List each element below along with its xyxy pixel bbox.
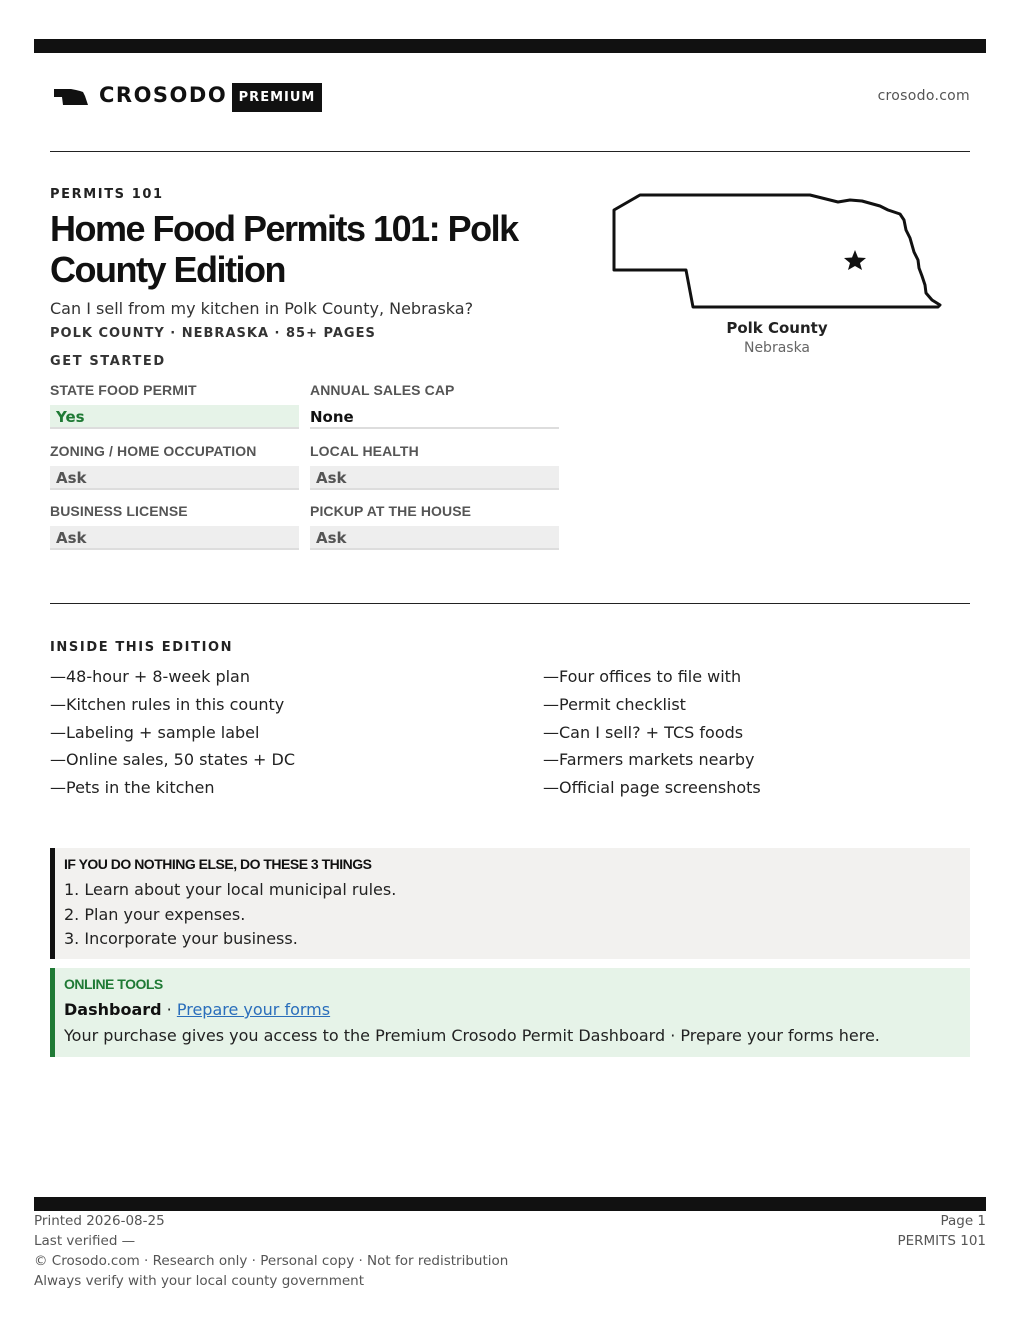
tools-description: Your purchase gives you access to the Premium Crosodo Permit Dashboard · Prepare your forms here. (64, 1026, 880, 1045)
callout-title: ONLINE TOOLS (64, 976, 163, 992)
toc-left (50, 665, 470, 804)
page-subtitle: Can I sell from my kitchen in Polk County, Nebraska? (50, 299, 474, 318)
callout-title: IF YOU DO NOTHING ELSE, DO THESE 3 THINGS (64, 856, 372, 872)
field-zoning (50, 443, 299, 490)
top-bar (34, 39, 986, 53)
field-pickup (310, 503, 559, 550)
field-label: ZONING / HOME OCCUPATION (50, 443, 257, 459)
field-value: Ask (310, 526, 559, 550)
prepare-forms-link[interactable]: Prepare your forms (176, 1000, 331, 1019)
get-started-heading: GET STARTED (50, 354, 166, 369)
printed-date: Printed 2026-08-25 (34, 1213, 165, 1229)
site-url[interactable]: crosodo.com (877, 88, 970, 104)
nebraska-outline-icon (610, 190, 944, 312)
list-item: —Permit checklist (543, 694, 686, 714)
tip-item: 3. Incorporate your business. (64, 929, 298, 948)
list-item: —Online sales, 50 states + DC (50, 750, 296, 770)
inside-edition-heading: INSIDE THIS EDITION (50, 640, 234, 655)
dashboard-label: Dashboard (64, 1000, 162, 1019)
section-eyebrow: PERMITS 101 (50, 187, 164, 202)
list-item: —Kitchen rules in this county (50, 694, 285, 714)
state-map (610, 190, 944, 360)
field-label: LOCAL HEALTH (310, 443, 419, 459)
field-value: Ask (50, 466, 299, 490)
list-item: —Four offices to file with (543, 667, 742, 686)
field-value: Ask (310, 466, 559, 490)
field-annual-sales-cap (310, 382, 559, 429)
field-local-health (310, 443, 559, 490)
section-divider (50, 603, 970, 604)
map-state-label: Nebraska (743, 340, 811, 356)
online-tools-callout (50, 968, 970, 1057)
copyright: © Crosodo.com · Research only · Personal copy · Not for redistribution (34, 1253, 509, 1269)
map-county-label: Polk County (726, 319, 828, 337)
tip-item: 2. Plan your expenses. (64, 905, 246, 924)
header (50, 80, 970, 114)
field-label: BUSINESS LICENSE (50, 503, 188, 519)
brand-name: CROSODO (99, 83, 228, 107)
list-item: —Pets in the kitchen (50, 778, 215, 798)
page-title: Home Food Permits 101: Polk County Edition (50, 208, 518, 290)
bottom-bar (34, 1197, 986, 1211)
header-divider (50, 151, 970, 152)
page-number: Page 1 (940, 1213, 986, 1229)
list-item: —48-hour + 8-week plan (50, 667, 250, 686)
edition-meta: POLK COUNTY · NEBRASKA · 85+ PAGES (50, 326, 376, 341)
field-value: Yes (50, 405, 299, 429)
footer-section: PERMITS 101 (897, 1233, 986, 1249)
verify-note: Always verify with your local county government (34, 1273, 364, 1289)
field-value: Ask (50, 526, 299, 550)
field-business-license (50, 503, 299, 550)
separator: · (161, 1000, 177, 1019)
list-item: —Farmers markets nearby (543, 750, 755, 770)
last-verified: Last verified — (34, 1233, 136, 1249)
dashboard-line (64, 1000, 330, 1019)
list-item: —Can I sell? + TCS foods (543, 722, 744, 742)
field-label: PICKUP AT THE HOUSE (310, 503, 472, 519)
list-item: —Official page screenshots (543, 778, 761, 798)
nebraska-logo-icon (54, 88, 88, 106)
tip-item: 1. Learn about your local municipal rules. (64, 880, 397, 899)
field-value: None (310, 405, 559, 429)
toc-right (543, 665, 963, 804)
star-icon (844, 250, 866, 270)
field-label: STATE FOOD PERMIT (50, 382, 197, 398)
premium-badge: PREMIUM (232, 83, 322, 112)
three-things-callout (50, 848, 970, 959)
field-state-food-permit (50, 382, 299, 429)
list-item: —Labeling + sample label (50, 722, 260, 742)
field-label: ANNUAL SALES CAP (310, 382, 455, 398)
